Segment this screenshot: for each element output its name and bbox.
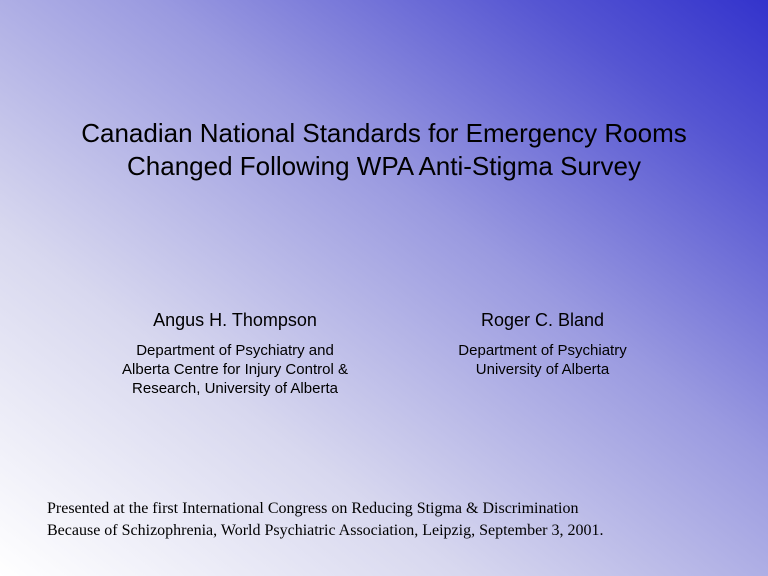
author-name: Angus H. Thompson <box>153 310 317 330</box>
affiliation-line: University of Alberta <box>475 361 610 378</box>
author-affiliation <box>80 341 390 398</box>
title-line-2: Changed Following WPA Anti-Stigma Survey <box>127 151 641 181</box>
affiliation-line: Research, University of Alberta <box>132 380 338 397</box>
author-bland <box>400 309 685 379</box>
footer-line-1: Presented at the first International Congress on Reducing Stigma & Discrimination <box>47 500 579 517</box>
title-line-1: Canadian National Standards for Emergency Rooms <box>81 118 687 148</box>
author-thompson <box>80 309 390 398</box>
affiliation-line: Alberta Centre for Injury Control & <box>122 361 348 378</box>
author-name: Roger C. Bland <box>480 310 605 330</box>
author-affiliation <box>400 341 685 379</box>
presentation-note <box>47 498 747 542</box>
affiliation-line: Department of Psychiatry and <box>136 342 334 359</box>
slide-title <box>0 117 768 183</box>
footer-line-2: Because of Schizophrenia, World Psychiatric Association, Leipzig, September 3, 2001. <box>47 522 604 539</box>
affiliation-line: Department of Psychiatry <box>458 342 627 359</box>
